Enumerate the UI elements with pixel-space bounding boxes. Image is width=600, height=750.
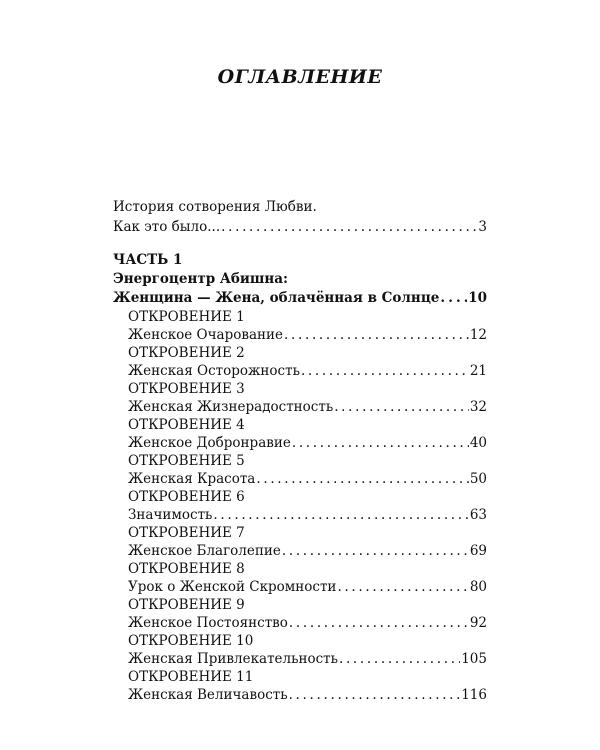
- leader-dots: [282, 541, 469, 561]
- revelation-entry[interactable]: [128, 433, 487, 453]
- leader-dots: [284, 325, 469, 345]
- leader-dots: [256, 469, 468, 489]
- revelation-label: ОТКРОВЕНИЕ 2: [128, 345, 245, 361]
- revelation-entry[interactable]: [128, 541, 487, 561]
- revelation-label: ОТКРОВЕНИЕ 6: [128, 489, 245, 505]
- revelation-title: Женская Величавость: [128, 687, 288, 703]
- revelation-entry[interactable]: [128, 469, 487, 489]
- revelation-title: Женская Осторожность: [128, 363, 300, 379]
- revelation-page: 21: [469, 363, 487, 379]
- leader-dots: [213, 505, 468, 525]
- revelation-page: 32: [469, 399, 487, 415]
- revelation-page: 69: [469, 543, 487, 559]
- revelation-label: ОТКРОВЕНИЕ 11: [128, 669, 254, 685]
- revelation-label: ОТКРОВЕНИЕ 8: [128, 561, 245, 577]
- revelation-entry[interactable]: [128, 361, 487, 381]
- leader-dots: [301, 361, 469, 381]
- leader-dots: [337, 577, 468, 597]
- intro-entry-page: 3: [478, 219, 487, 235]
- revelation-label: ОТКРОВЕНИЕ 5: [128, 453, 245, 469]
- revelation-label: ОТКРОВЕНИЕ 7: [128, 525, 245, 541]
- part1-heading: Женщина — Жена, облачённая в Солнце: [113, 290, 440, 306]
- revelation-page: 63: [469, 507, 487, 523]
- part1-subtitle: Энергоцентр Абишна:: [113, 271, 289, 287]
- revelation-page: 40: [469, 435, 487, 451]
- revelation-title: Женское Постоянство: [128, 615, 288, 631]
- revelation-page: 116: [461, 687, 487, 703]
- revelation-page: 80: [469, 579, 487, 595]
- revelation-title: Женское Добронравие: [128, 435, 291, 451]
- revelation-label: ОТКРОВЕНИЕ 9: [128, 597, 245, 613]
- leader-dots: [289, 613, 469, 633]
- revelation-title: Женская Жизнерадостность: [128, 399, 334, 415]
- part1-heading-entry[interactable]: [113, 288, 487, 308]
- revelation-page: 92: [469, 615, 487, 631]
- revelation-title: Значимость: [128, 507, 213, 523]
- revelation-label: ОТКРОВЕНИЕ 3: [128, 381, 245, 397]
- revelation-page: 12: [469, 327, 487, 343]
- intro-title-line: История сотворения Любви.: [113, 199, 317, 215]
- revelation-page: 50: [469, 471, 487, 487]
- revelation-label: ОТКРОВЕНИЕ 1: [128, 309, 245, 325]
- revelation-title: Женская Красота: [128, 471, 256, 487]
- revelation-entry[interactable]: [128, 505, 487, 525]
- leader-dots: [339, 649, 460, 669]
- leader-dots: [221, 217, 477, 237]
- page-title: ОГЛАВЛЕНИЕ: [217, 66, 383, 88]
- leader-dots: [292, 433, 469, 453]
- revelation-entry[interactable]: [128, 325, 487, 345]
- revelation-title: Урок о Женской Скромности: [128, 579, 337, 595]
- leader-dots: [440, 288, 467, 308]
- revelation-title: Женское Очарование: [128, 327, 284, 343]
- revelation-label: ОТКРОВЕНИЕ 4: [128, 417, 245, 433]
- leader-dots: [334, 397, 469, 417]
- revelation-entry[interactable]: [128, 685, 487, 705]
- intro-entry[interactable]: [113, 217, 487, 237]
- revelation-entry[interactable]: [128, 649, 487, 669]
- revelation-entry[interactable]: [128, 397, 487, 417]
- part1-page: 10: [468, 290, 487, 306]
- revelation-title: Женское Благолепие: [128, 543, 281, 559]
- revelation-title: Женская Привлекательность: [128, 651, 338, 667]
- leader-dots: [289, 685, 461, 705]
- intro-entry-title: Как это было...: [113, 219, 221, 235]
- revelation-page: 105: [461, 651, 487, 667]
- part1-label: ЧАСТЬ 1: [113, 252, 183, 268]
- revelation-label: ОТКРОВЕНИЕ 10: [128, 633, 254, 649]
- revelation-entry[interactable]: [128, 577, 487, 597]
- revelation-entry[interactable]: [128, 613, 487, 633]
